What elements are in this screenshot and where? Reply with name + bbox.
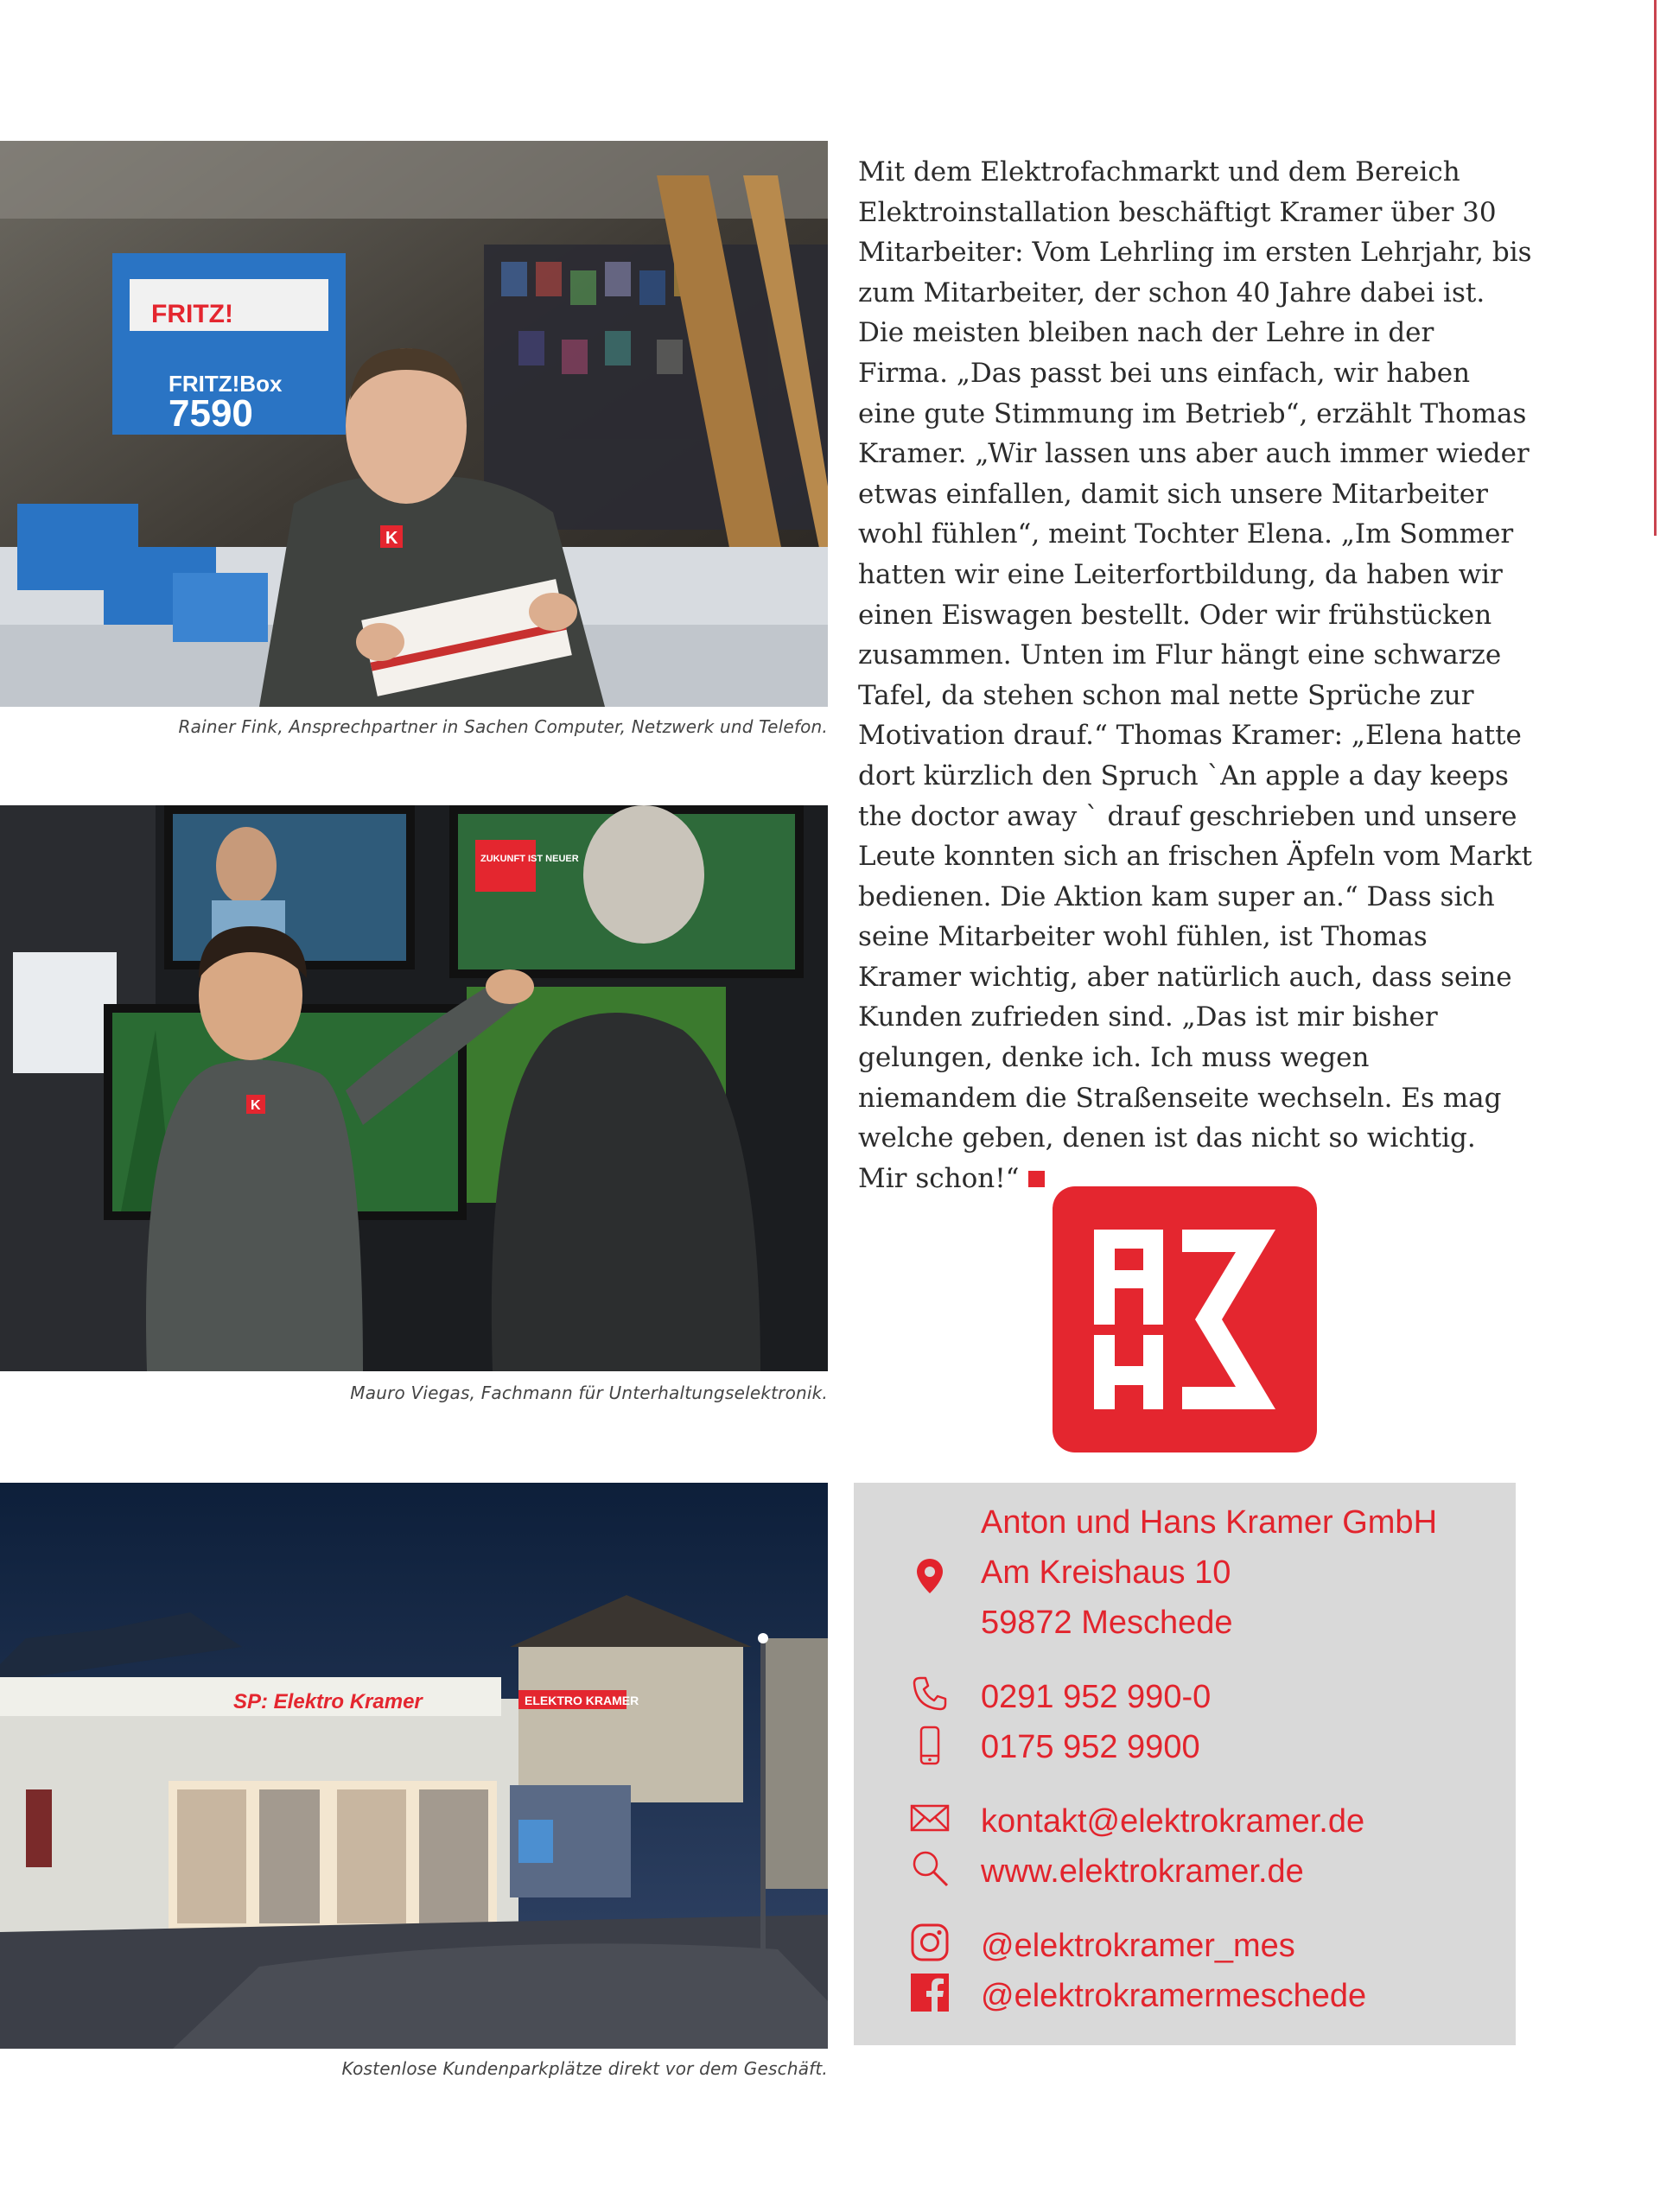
address-street: Am Kreishaus 10 bbox=[981, 1554, 1231, 1591]
address-city: 59872 Meschede bbox=[981, 1605, 1233, 1641]
email-envelope-icon bbox=[909, 1797, 951, 1839]
photo-caption-2: Mauro Viegas, Fachmann für Unterhaltungselektronik. bbox=[350, 1382, 828, 1403]
article-body bbox=[858, 152, 1532, 1198]
phone-icon bbox=[909, 1673, 951, 1714]
poster-text: ZUKUNFT IST NEUER bbox=[480, 854, 579, 864]
store-side-sign-text: ELEKTRO KRAMER bbox=[525, 1694, 639, 1707]
article-paragraph bbox=[858, 152, 1532, 1198]
photo-tv-department bbox=[0, 805, 828, 1371]
photo-caption-1: Rainer Fink, Ansprechpartner in Sachen Computer, Netzwerk und Telefon. bbox=[178, 716, 828, 737]
store-sign-text: SP: Elektro Kramer bbox=[233, 1690, 423, 1713]
phone-number[interactable]: 0291 952 990-0 bbox=[981, 1679, 1212, 1715]
company-logo bbox=[1053, 1186, 1317, 1452]
facebook-handle[interactable]: @elektrokramermeschede bbox=[981, 1978, 1367, 2014]
photo-store-network bbox=[0, 141, 828, 707]
mobile-number[interactable]: 0175 952 9900 bbox=[981, 1729, 1200, 1765]
mobile-phone-icon bbox=[909, 1725, 951, 1766]
article-text: Mit dem Elektrofachmarkt und dem Bereich Elektroinstallation beschäftigt Kramer über 30 Mitarbeiter: Vom Lehrling im ersten Lehrjahr, bis zum Mitarbeiter, der schon 40 Jahre dabei ist. Die meisten bleiben nach der Lehre in der Firma. „Das passt bei uns einfach, wir haben eine gute Stimmung im Betrieb“, erzählt Thomas Kramer. „Wir lassen uns aber auch immer wieder etwas einfallen, damit sich unsere Mitarbeiter wohl fühlen“, meint Tochter Elena. „Im Sommer hatten wir eine Leiterfortbildung, da haben wir einen Eiswagen bestellt. Oder wir frühstücken zusammen. Unten im Flur hängt eine schwarze Tafel, da stehen schon mal nette Sprüche zur Motivation drauf.“ Thomas Kramer: „Elena hatte dort kürzlich den Spruch `An apple a day keeps the doctor away ` drauf geschrieben und unsere Leute konnten sich an frischen Äpfeln vom Markt bedienen. Die Aktion kam super an.“ Dass sich seine Mitarbeiter wohl fühlen, ist Thomas Kramer wichtig, aber natürlich auch, dass seine Kunden zufrieden sind. „Das ist mir bisher gelungen, denke ich. Ich muss wegen niemandem die Straßenseite wechseln. Es mag welche geben, denen ist das nicht so wichtig. Mir schon!“ bbox=[858, 156, 1532, 1194]
photo-storefront-night bbox=[0, 1483, 828, 2049]
box-model-text: 7590 bbox=[169, 392, 253, 435]
location-pin-icon bbox=[909, 1555, 951, 1597]
email-link[interactable]: kontakt@elektrokramer.de bbox=[981, 1803, 1365, 1840]
photo-caption-3: Kostenlose Kundenparkplätze direkt vor dem Geschäft. bbox=[341, 2058, 828, 2079]
instagram-icon bbox=[909, 1922, 951, 1963]
facebook-icon bbox=[909, 1972, 951, 2013]
end-of-article-mark bbox=[1028, 1171, 1045, 1187]
search-icon bbox=[909, 1847, 951, 1889]
shirt-logo-text-2: K bbox=[251, 1098, 261, 1113]
shirt-logo-text: K bbox=[385, 529, 398, 548]
website-link[interactable]: www.elektrokramer.de bbox=[981, 1853, 1304, 1890]
box-product-text: FRITZ!Box bbox=[169, 371, 283, 397]
box-brand-text: FRITZ! bbox=[151, 300, 233, 328]
instagram-handle[interactable]: @elektrokramer_mes bbox=[981, 1928, 1295, 1964]
contact-box bbox=[854, 1483, 1516, 2045]
page-edge-line bbox=[1654, 0, 1657, 536]
company-name: Anton und Hans Kramer GmbH bbox=[981, 1504, 1438, 1541]
